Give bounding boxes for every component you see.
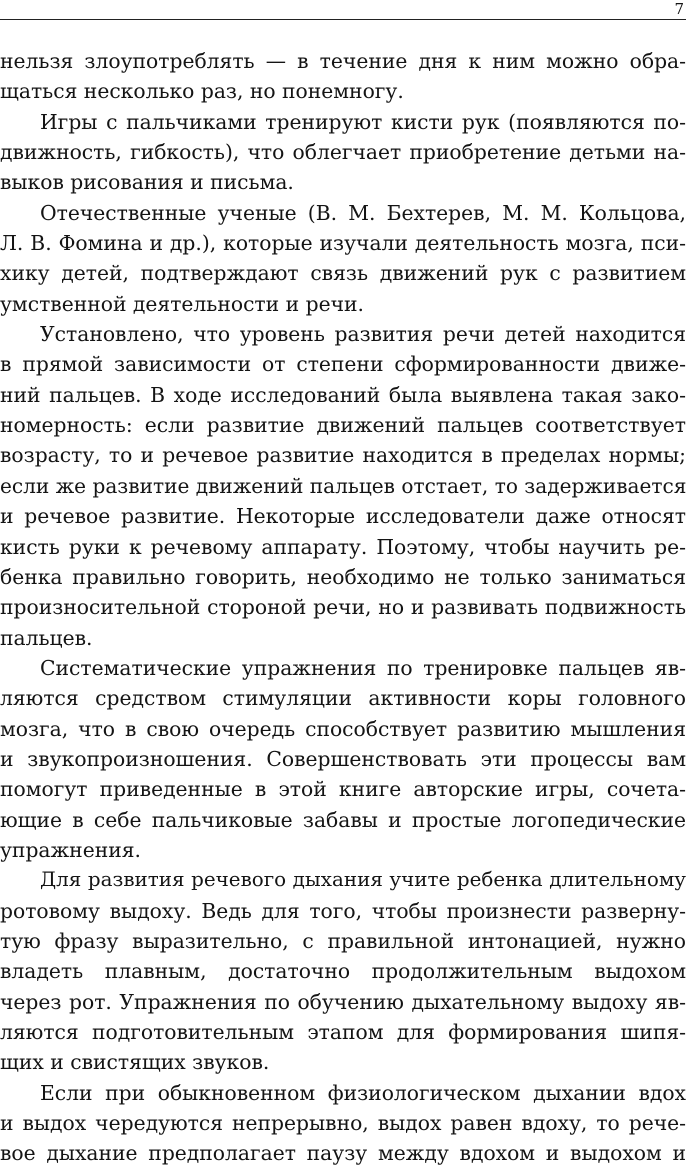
text-line: нельзя злоупотреблять — в течение дня к ним можно обра- bbox=[0, 49, 686, 73]
text-line: и звукопроизношения. Совершенствовать эти процессы вам bbox=[0, 746, 686, 771]
text-line: вое дыхание предполагает паузу между вдохом и выдохом и bbox=[0, 1141, 686, 1166]
body-text bbox=[0, 46, 686, 1169]
text-line: Установлено, что уровень развития речи детей находится bbox=[40, 322, 686, 347]
text-line: и речевое развитие. Некоторые исследователи даже относят bbox=[0, 504, 686, 529]
text-line: пальцев. bbox=[0, 625, 93, 650]
text-line: и выдох чередуются непрерывно, выдох равен вдоху, то рече- bbox=[0, 1111, 686, 1136]
text-line: ротовому выдоху. Ведь для того, чтобы произнести разверну- bbox=[0, 898, 686, 923]
text-line: мозга, что в свою очередь способствует развитию мышления bbox=[0, 716, 686, 741]
text-line: в прямой зависимости от степени сформированности движе- bbox=[0, 352, 686, 377]
text-line: Если при обыкновенном физиологическом дыхании вдох bbox=[40, 1080, 686, 1105]
text-line: возрасту, то и речевое развитие находится в пределах нормы; bbox=[0, 443, 686, 468]
text-line: Для развития речевого дыхания учите ребенка длительному bbox=[40, 868, 686, 892]
text-line: владеть плавным, достаточно продолжительным выдохом bbox=[0, 959, 686, 984]
text-line: Отечественные ученые (В. М. Бехтерев, М. М. Кольцова, bbox=[40, 200, 686, 225]
text-line: ний пальцев. В ходе исследований была выявлена такая зако- bbox=[0, 382, 686, 407]
text-line: Игры с пальчиками тренируют кисти рук (появляются по- bbox=[40, 109, 686, 134]
text-line: щаться несколько раз, но понемногу. bbox=[0, 79, 404, 104]
text-line: если же развитие движений пальцев отстает, то задерживается bbox=[0, 473, 686, 498]
text-line: Л. В. Фомина и др.), которые изучали деятельность мозга, пси- bbox=[0, 231, 686, 256]
text-line: ляются средством стимуляции активности коры головного bbox=[0, 686, 686, 711]
text-line: ющие в себе пальчиковые забавы и простые логопедические bbox=[0, 807, 686, 832]
text-line: умственной деятельности и речи. bbox=[0, 291, 364, 316]
text-line: помогут приведенные в этой книге авторские игры, сочета- bbox=[0, 777, 686, 802]
text-line: щих и свистящих звуков. bbox=[0, 1050, 270, 1075]
text-line: движность, гибкость), что облегчает приобретение детьми на- bbox=[0, 140, 686, 165]
text-line: Систематические упражнения по тренировке пальцев яв- bbox=[40, 655, 686, 680]
header-rule bbox=[0, 19, 686, 20]
text-line: хику детей, подтверждают связь движений рук с развитием bbox=[0, 261, 686, 286]
page-number: 7 bbox=[674, 0, 684, 18]
text-line: через рот. Упражнения по обучению дыхательному выдоху яв- bbox=[0, 989, 686, 1014]
text-line: произносительной стороной речи, но и развивать подвижность bbox=[0, 595, 686, 620]
text-line: номерность: если развитие движений пальцев соответствует bbox=[0, 413, 686, 438]
text-line: упражнения. bbox=[0, 837, 141, 862]
text-line: бенка правильно говорить, необходимо не только заниматься bbox=[0, 564, 686, 589]
text-line: выков рисования и письма. bbox=[0, 170, 294, 195]
text-line: ляются подготовительным этапом для формирования шипя- bbox=[0, 1020, 686, 1044]
text-line: тую фразу выразительно, с правильной интонацией, нужно bbox=[0, 928, 686, 953]
text-line: кисть руки к речевому аппарату. Поэтому, чтобы научить ре- bbox=[0, 534, 686, 559]
